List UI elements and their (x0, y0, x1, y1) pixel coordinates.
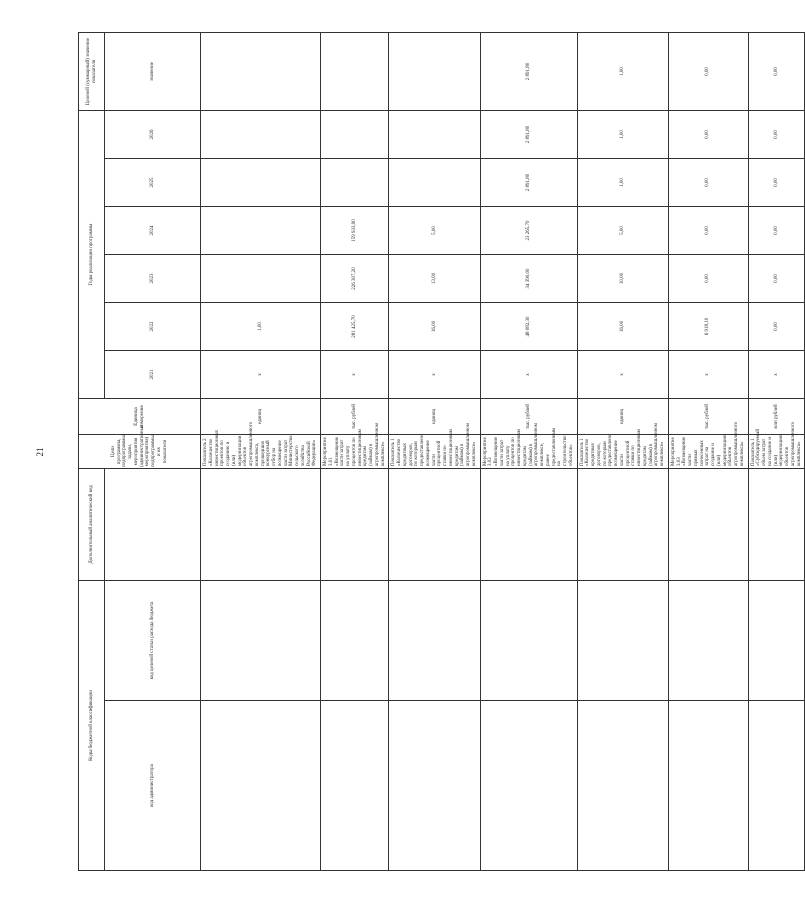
code-cell (321, 469, 389, 581)
header-final-value: значение (105, 33, 201, 111)
header-year-2022: 2022 (105, 303, 201, 351)
rotated-page-frame (78, 33, 802, 871)
code-cell (389, 469, 480, 581)
code-cell (201, 701, 321, 871)
page-number: 21 (35, 447, 45, 457)
code-cell (577, 581, 668, 701)
code-cell (389, 581, 480, 701)
row-unit: единиц (577, 399, 668, 435)
code-cell (321, 701, 389, 871)
code-cell (748, 581, 805, 701)
row-fact: х (577, 351, 668, 399)
header-year-2023: 2023 (105, 255, 201, 303)
header-name: Цели программы, подпрограммы, задачи, мероприятия (административные мероприятия) подпрограммы и их показатели (79, 435, 201, 469)
program-indicators-table (78, 32, 805, 871)
header-extra-code: Дополнительный аналитический код (79, 469, 105, 581)
row-value-2024 (321, 159, 389, 207)
row-unit: млн рублей (748, 399, 805, 435)
row-value-2025: 2 891,80 (480, 111, 577, 159)
row-value-2026 (201, 33, 321, 111)
code-cell (577, 701, 668, 871)
table-row (480, 33, 577, 871)
row-value-2025: 0,00 (748, 111, 805, 159)
row-value-2025 (321, 111, 389, 159)
header-year-2026: 2026 (105, 111, 201, 159)
code-cell (201, 469, 321, 581)
row-value-2023: 5,00 (389, 207, 480, 255)
row-fact: х (389, 351, 480, 399)
row-value-2022: 13,00 (389, 255, 480, 303)
row-value-2021: 48 082,30 (480, 303, 577, 351)
table-row (201, 33, 321, 871)
row-unit: тыс. рублей (321, 399, 389, 435)
row-value-2022: 0,00 (668, 255, 748, 303)
code-cell (748, 469, 805, 581)
header-year-2025: 2025 (105, 159, 201, 207)
header-budget-classification: Коды бюджетной классификации (79, 581, 105, 871)
code-cell (480, 701, 577, 871)
code-cell (480, 469, 577, 581)
row-value-2024 (389, 159, 480, 207)
row-value-2026 (321, 33, 389, 111)
row-fact: х (480, 351, 577, 399)
row-value-2024: 0,00 (668, 159, 748, 207)
row-unit: тыс. рублей (480, 399, 577, 435)
row-value-2026: 2 891,80 (480, 33, 577, 111)
row-value-2022: 34 390,00 (480, 255, 577, 303)
row-value-2026: 0,00 (748, 33, 805, 111)
header-extra-code-sub (105, 469, 201, 581)
row-value-2026: 0,00 (668, 33, 748, 111)
row-value-2021: 281 425,70 (321, 303, 389, 351)
row-value-2025 (389, 111, 480, 159)
row-value-2024: 2 891,80 (480, 159, 577, 207)
row-value-2026: 1,00 (577, 33, 668, 111)
row-name: Показатель 1 «Количество кредитных договоров, по которым предоставлено возмещение части процентной ставки по инвестиционным кредитам (займам) в агропромышленном комплексе» (389, 435, 480, 469)
header-year-2021: 2021 (105, 351, 201, 399)
row-value-2023: 0,00 (748, 207, 805, 255)
row-value-2021: 0,00 (748, 303, 805, 351)
row-value-2023: 5,00 (577, 207, 668, 255)
code-cell (480, 581, 577, 701)
code-cell (748, 701, 805, 871)
row-value-2023 (201, 207, 321, 255)
header-years-group: Годы реализации программы (79, 111, 105, 399)
row-value-2025: 0,00 (668, 111, 748, 159)
row-value-2025: 1,00 (577, 111, 668, 159)
header-final: Целевой (суммарный) значение показателя (79, 33, 105, 111)
row-unit: тыс. рублей (668, 399, 748, 435)
row-value-2024: 0,00 (748, 159, 805, 207)
row-value-2021: 6 918,10 (668, 303, 748, 351)
code-cell (668, 581, 748, 701)
row-unit: единиц (201, 399, 321, 435)
code-cell (577, 469, 668, 581)
row-value-2021: 16,00 (577, 303, 668, 351)
row-name: Показатель 1 «Субсидируемый объем затрат на создание и (или) модернизацию объектов агропромышленного комплекса» (748, 435, 805, 469)
code-cell (321, 581, 389, 701)
row-fact: х (748, 351, 805, 399)
row-value-2025 (201, 111, 321, 159)
row-value-2021: 16,00 (389, 303, 480, 351)
table-row (321, 33, 389, 871)
row-fact: х (668, 351, 748, 399)
code-cell (668, 469, 748, 581)
row-name: Мероприятие 3.03 «Возмещение части прямых понесенных затрат на создание и (или) модернизацию объектов агропромышленного комплекса» (668, 435, 748, 469)
table-row (389, 33, 480, 871)
row-value-2022: 10,00 (577, 255, 668, 303)
table-row (668, 33, 748, 871)
rotated-table-wrapper (78, 33, 802, 871)
header-kvsr: код администратора (105, 701, 201, 871)
row-value-2023: 0,00 (668, 207, 748, 255)
row-value-2024: 1,00 (577, 159, 668, 207)
row-name: Показатель 1 «Количество кредитных договоров, по которым предоставлено возмещение части процентной ставки по инвестиционным кредитам (займам) в агропромышленном комплексе» (577, 435, 668, 469)
row-name: Мероприятие 3.01 «Возмещение части затрат на уплату процентов по инвестиционным кредитам (займам) в агропромышленном комплексе» (321, 435, 389, 469)
table-row (748, 33, 805, 871)
row-name: Мероприятие 3.02 «Возмещение части затрат на уплату процентов по инвестиционным кредитам (займам) в агропромышленном комплексе, ранее предоставленным на строительство объектов» (480, 435, 577, 469)
header-unit: Единица измерения (79, 399, 201, 435)
row-unit: единиц (389, 399, 480, 435)
header-year-2024: 2024 (105, 207, 201, 255)
table-row (577, 33, 668, 871)
code-cell (389, 701, 480, 871)
row-value-2024 (201, 159, 321, 207)
code-cell (668, 701, 748, 871)
row-fact: х (321, 351, 389, 399)
code-cell (201, 581, 321, 701)
row-value-2022 (201, 255, 321, 303)
row-value-2023: 23 265,70 (480, 207, 577, 255)
header-target-article: код целевой статьи расхода бюджета (105, 581, 201, 701)
row-name: Показатель 2 «Количество инвестиционных проектов по созданию и (или) модернизации объектов агропромышленного комплекса, прошедших конкурсный отбор на возмещение части затрат Министерства сельского хозяйства Российской Федерации» (201, 435, 321, 469)
row-value-2023: 159 933,90 (321, 207, 389, 255)
row-fact: х (201, 351, 321, 399)
row-value-2022: 226 307,20 (321, 255, 389, 303)
row-value-2022: 0,00 (748, 255, 805, 303)
row-value-2026 (389, 33, 480, 111)
row-value-2021: 1,00 (201, 303, 321, 351)
